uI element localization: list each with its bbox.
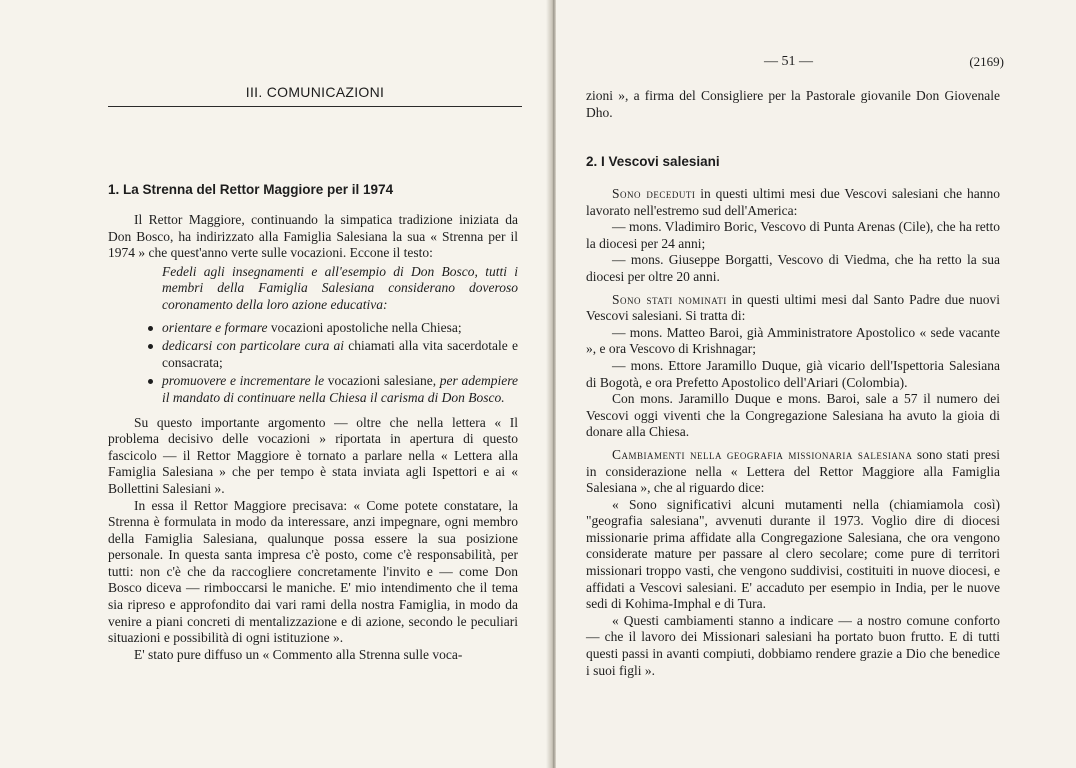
paragraph: — mons. Ettore Jaramillo Duque, già vicario dell'Ispettoria Salesiana di Bogotà, e ora Prefetto Apostolico dell'Ariari (Colombia).	[586, 357, 1000, 390]
paragraph: Sono stati nominati in questi ultimi mesi dal Santo Padre due nuovi Vescovi salesiani. Si tratta di:	[586, 291, 1000, 324]
continuation-text	[586, 88, 1000, 121]
paragraph: E' stato pure diffuso un « Commento alla Strenna sulle voca-	[134, 646, 463, 662]
paragraph: zioni », a firma del Consigliere per la Pastorale giovanile Don Giovenale Dho.	[586, 88, 1000, 120]
paragraph: Su questo importante argomento — oltre che nella lettera « Il problema decisivo delle vocazioni » riportata in apertura di questo fascicolo — il Rettor Maggiore è tornato a parlare nella « Lettera alla Famiglia Salesiana » che per tempo è stata inviata agli Ispettori e ai « Bollettini Salesiani ».	[108, 414, 518, 496]
left-body-text	[108, 212, 518, 663]
section-heading-vescovi: 2. I Vescovi salesiani	[586, 154, 720, 169]
paragraph: Con mons. Jaramillo Duque e mons. Baroi, sale a 57 il numero dei Vescovi oggi viventi che la Congregazione Salesiana ha avuto la gioia di donare alla Chiesa.	[586, 391, 1000, 440]
section-title: III. COMUNICAZIONI	[245, 84, 385, 100]
paragraph: Il Rettor Maggiore, continuando la simpatica tradizione iniziata da Don Bosco, ha indirizzato alla Famiglia Salesiana la sua « Strenna per il 1974 » che quest'anno verte sulle vocazioni. Eccone il testo:	[108, 212, 518, 261]
paragraph: « Sono significativi alcuni mutamenti nella (chiamiamola così) "geografia salesiana", avvenuti durante il 1973. Voglio dire di diocesi missionarie prima affidate alla Congregazione Salesiana, che ora vengono considerate mature per passare al clero secolare; come pure di territori missionari troppo vasti, che vengono suddivisi, costituiti in nuove diocesi, e affidati a Vescovi salesiani. E' accaduto per esempio in India, per le nuove sedi di Kohima-Imphal e di Tura.	[586, 496, 1000, 612]
strenna-quote	[162, 264, 518, 314]
paragraph: — mons. Vladimiro Boric, Vescovo di Punta Arenas (Cile), che ha retto la diocesi per 24 anni;	[586, 219, 1000, 251]
section-heading-strenna: 1. La Strenna del Rettor Maggiore per il 1974	[108, 182, 394, 197]
right-body-text	[586, 186, 1000, 679]
paragraph: In essa il Rettor Maggiore precisava: « Come potete constatare, la Strenna è formulata in modo da interessare, anzi impegnare, ogni membro della Famiglia Salesiana, qualunque possa essere la sua posizione personale. In questa santa impresa c'è posto, come c'è responsabilità, per tutti: non c'è che da raccogliere concretamente l'invito e — come Don Bosco diceva — rimboccarsi le maniche. E' mio intendimento che il tema sia ripreso e approfondito dai vari rami della nostra Famiglia, in modo da venire a piani concreti di mentalizzazione e di azione, secondo le peculiari situazioni e possibilità di ogni istituzione ».	[108, 497, 518, 646]
page-reference: (2169)	[969, 54, 1004, 69]
right-page	[556, 0, 1076, 768]
paragraph: — mons. Matteo Baroi, già Amministratore Apostolico « sede vacante », e ora Vescovo di Krishnagar;	[586, 324, 1000, 357]
paragraph: Sono deceduti in questi ultimi mesi due Vescovi salesiani che hanno lavorato nell'estremo sud dell'America:	[586, 186, 1001, 218]
paragraph: « Questi cambiamenti stanno a indicare — a nostro comune conforto — che il lavoro dei Missionari salesiani ha portato buon frutto. E di tutti questi passi in avanti compiuti, dobbiamo rendere grazie a Dio che benedice i suoi figli ».	[586, 612, 1000, 678]
header-rule	[108, 106, 522, 107]
page-number: — 51 —	[764, 54, 813, 69]
paragraph: — mons. Giuseppe Borgatti, Vescovo di Viedma, che ha retto la sua diocesi per oltre 20 anni.	[586, 252, 1000, 284]
bullet-item: promuovere e incrementare le vocazioni salesiane, per adempiere il mandato di continuare nella Chiesa il carisma di Don Bosco.	[148, 373, 518, 406]
quote-text: Fedeli agli insegnamenti e all'esempio di Don Bosco, tutti i membri della Famiglia Salesiana considerano doveroso coronamento della loro azione educativa:	[162, 263, 518, 312]
strenna-bullet-list	[148, 320, 518, 407]
paragraph: Cambiamenti nella geografia missionaria salesiana sono stati presi in considerazione nella « Lettera del Rettor Maggiore alla Famiglia Salesiana », che al riguardo dice:	[586, 446, 1000, 496]
bullet-item: orientare e formare vocazioni apostoliche nella Chiesa;	[148, 320, 518, 337]
bullet-item: dedicarsi con particolare cura ai chiamati alla vita sacerdotale e consacrata;	[148, 338, 518, 371]
